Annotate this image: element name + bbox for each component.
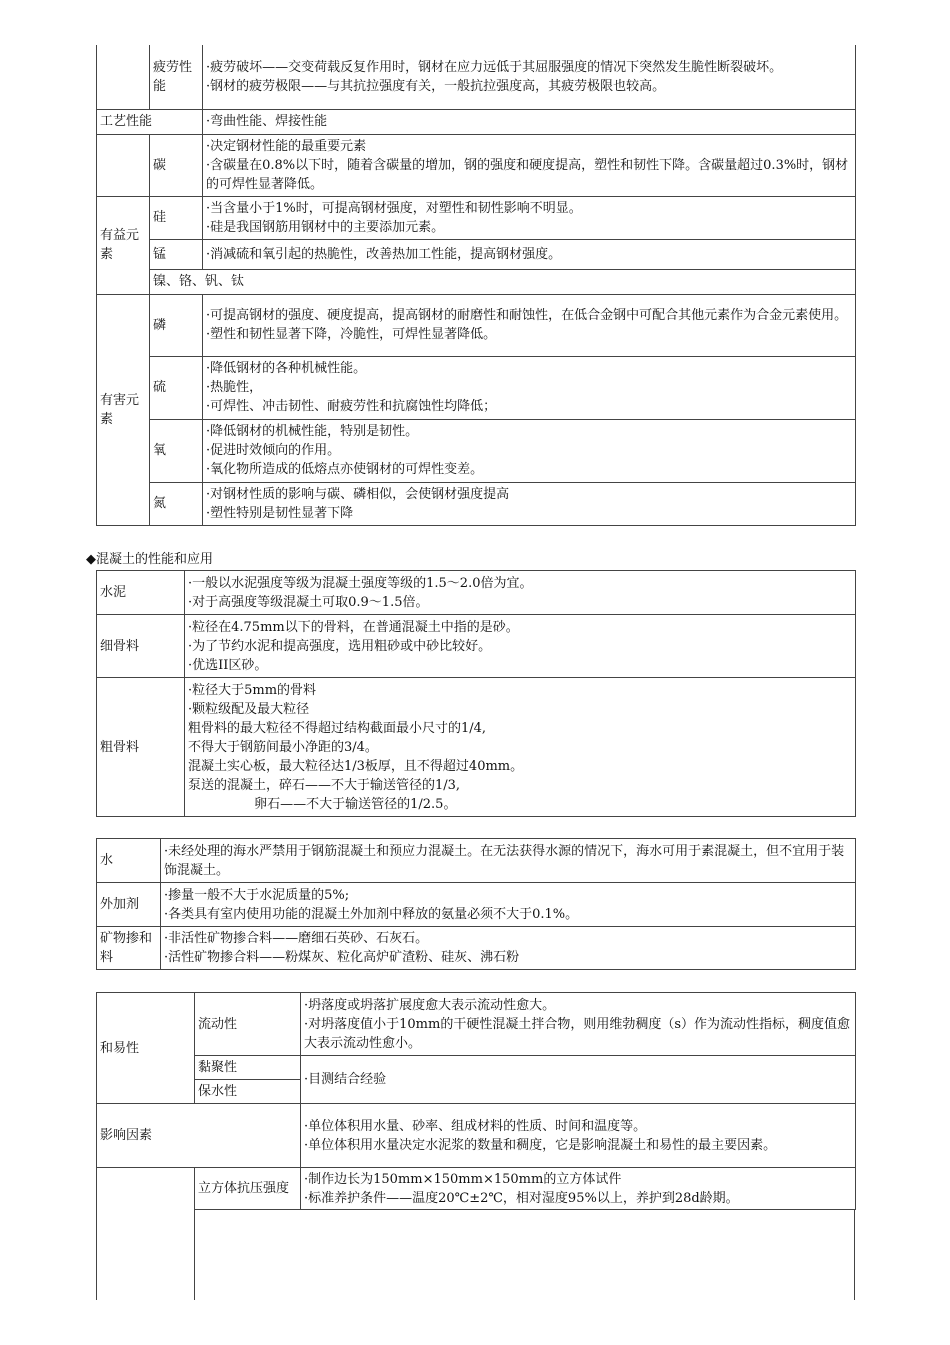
steel-properties-table: [96, 45, 856, 526]
oxygen-label: 氧: [150, 419, 203, 482]
silicon-label: 硅: [150, 196, 203, 239]
nitrogen-label: 氮: [150, 482, 203, 525]
coarse-aggregate-label: 粗骨料: [97, 678, 185, 817]
fine-aggregate-label: 细骨料: [97, 615, 185, 678]
phosphorus-content: ·可提高钢材的强度、硬度提高，提高钢材的耐磨性和耐蚀性，在低合金钢中可配合其他元素作为合金元素使用。 ·塑性和韧性显著下降，冷脆性，可焊性显著降低。: [203, 294, 856, 356]
admixture-label: 外加剂: [97, 883, 161, 927]
table-continuation-line-right: [854, 1210, 855, 1300]
other-beneficial-elements: 镍、铬、钒、钛: [150, 269, 856, 294]
water-admixture-table: [96, 838, 856, 970]
concrete-section-heading: ◆混凝土的性能和应用: [86, 552, 213, 567]
sulfur-label: 硫: [150, 356, 203, 419]
process-label: 工艺性能: [97, 109, 203, 134]
cement-label: 水泥: [97, 571, 185, 615]
harmful-elements-label: 有害元素: [97, 294, 150, 525]
manganese-content: ·消减硫和氧引起的热脆性，改善热加工性能，提高钢材强度。: [203, 239, 856, 269]
admixture-content: ·掺量一般不大于水泥质量的5%; ·各类具有室内使用功能的混凝土外加剂中释放的氨量必须不大于0.1%。: [161, 883, 856, 927]
manganese-label: 锰: [150, 239, 203, 269]
carbon-label: 碳: [150, 134, 203, 196]
table-continuation-line-left: [96, 1210, 97, 1300]
visual-inspection-content: ·目测结合经验: [301, 1056, 856, 1104]
influencing-factors-content: ·单位体积用水量、砂率、组成材料的性质、时间和温度等。 ·单位体积用水量决定水泥浆的数量和稠度，它是影响混凝土和易性的最主要因素。: [301, 1104, 856, 1168]
nitrogen-content: ·对钢材性质的影响与碳、磷相似，会使钢材强度提高 ·塑性特别是韧性显著下降: [203, 482, 856, 525]
process-content: ·弯曲性能、焊接性能: [203, 109, 856, 134]
water-content: ·未经处理的海水严禁用于钢筋混凝土和预应力混凝土。在无法获得水源的情况下，海水可用于素混凝土，但不宜用于装饰混凝土。: [161, 839, 856, 883]
mineral-admixture-label: 矿物掺和料: [97, 927, 161, 970]
workability-label: 和易性: [97, 993, 195, 1104]
cube-strength-label: 立方体抗压强度: [195, 1168, 301, 1210]
mineral-admixture-content: ·非活性矿物掺合料——磨细石英砂、石灰石。 ·活性矿物掺合料——粉煤灰、粒化高炉矿渣粉、硅灰、沸石粉: [161, 927, 856, 970]
sulfur-content: ·降低钢材的各种机械性能。 ·热脆性， ·可焊性、冲击韧性、耐疲劳性和抗腐蚀性均降低；: [203, 356, 856, 419]
carbon-group-blank: [97, 134, 150, 196]
coarse-aggregate-content: ·粒径大于5mm的骨料 ·颗粒级配及最大粒径 粗骨料的最大粒径不得超过结构截面最小尺寸的1/4, 不得大于钢筋间最小净距的3/4。 混凝土实心板，最大粒径达1/3板厚，且不得超过40mm。 泵送的混凝土，碎石——不大于输送管径的1/3, 卵石——不大于输送管径的1/2.5。: [185, 678, 856, 817]
silicon-content: ·当含量小于1%时，可提高钢材强度，对塑性和韧性影响不明显。 ·硅是我国钢筋用钢材中的主要添加元素。: [203, 196, 856, 239]
fatigue-label: 疲劳性能: [150, 45, 203, 109]
steel-group-blank: [97, 45, 150, 109]
workability-table: [96, 992, 856, 1210]
strength-group-blank: [97, 1168, 195, 1210]
beneficial-elements-label: 有益元素: [97, 196, 150, 294]
fluidity-content: ·坍落度或坍落扩展度愈大表示流动性愈大。 ·对坍落度值小于10mm的干硬性混凝土拌合物，则用维勃稠度（s）作为流动性指标，稠度值愈大表示流动性愈小。: [301, 993, 856, 1056]
carbon-content: ·决定钢材性能的最重要元素 ·含碳量在0.8%以下时，随着含碳量的增加，钢的强度和硬度提高，塑性和韧性下降。含碳量超过0.3%时，钢材的可焊性显著降低。: [203, 134, 856, 196]
fatigue-content: ·疲劳破坏——交变荷载反复作用时，钢材在应力远低于其屈服强度的情况下突然发生脆性断裂破坏。 ·钢材的疲劳极限——与其抗拉强度有关，一般抗拉强度高，其疲劳极限也较高。: [203, 45, 856, 109]
cement-content: ·一般以水泥强度等级为混凝土强度等级的1.5～2.0倍为宜。 ·对于高强度等级混凝土可取0.9～1.5倍。: [185, 571, 856, 615]
water-retention-label: 保水性: [195, 1080, 301, 1104]
phosphorus-label: 磷: [150, 294, 203, 356]
influencing-factors-label: 影响因素: [97, 1104, 301, 1168]
fine-aggregate-content: ·粒径在4.75mm以下的骨料，在普通混凝土中指的是砂。 ·为了节约水泥和提高强度，选用粗砂或中砂比较好。 ·优选II区砂。: [185, 615, 856, 678]
cohesion-label: 黏聚性: [195, 1056, 301, 1080]
fluidity-label: 流动性: [195, 993, 301, 1056]
water-label: 水: [97, 839, 161, 883]
oxygen-content: ·降低钢材的机械性能，特别是韧性。 ·促进时效倾向的作用。 ·氧化物所造成的低熔点亦使钢材的可焊性变差。: [203, 419, 856, 482]
cube-strength-content: ·制作边长为150mm×150mm×150mm的立方体试件 ·标准养护条件——温度20℃±2℃，相对湿度95%以上，养护到28d龄期。: [301, 1168, 856, 1210]
table-continuation-line-mid: [194, 1210, 195, 1300]
concrete-materials-table: [96, 570, 856, 817]
